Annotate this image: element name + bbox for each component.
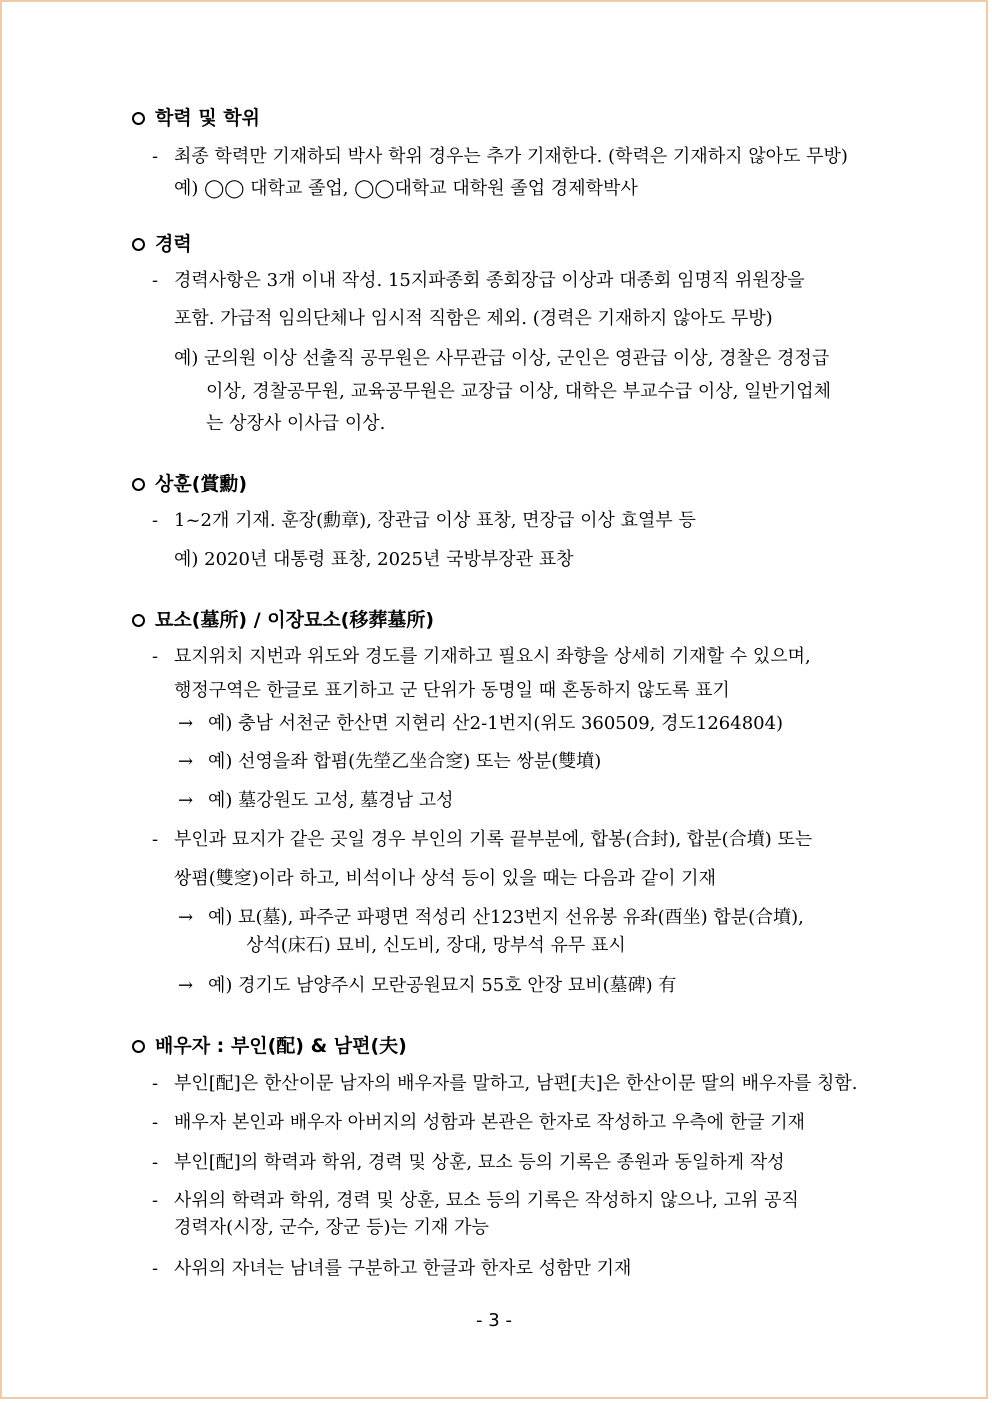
circle-bullet-icon [132,614,145,627]
circle-bullet-icon [132,238,145,251]
bullet-line [152,508,696,534]
example-line: 예) ◯◯ 대학교 졸업, ◯◯대학교 대학원 졸업 경제학박사 [174,178,638,199]
bullet-line [152,1071,857,1097]
section-heading-career [132,232,192,256]
example-line: 예) 군의원 이상 선출직 공무원은 사무관급 이상, 군인은 영관급 이상, 경찰은 경정급 [174,348,830,369]
dash-bullet: - [152,829,159,850]
bullet-line [152,144,848,170]
arrow-example-line [178,905,804,931]
line-text: 최종 학력만 기재하되 박사 학위 경우는 추가 기재한다. (학력은 기재하지 않아도 무방) [174,146,848,167]
continuation-line: 포함. 가급적 임의단체나 임시적 직함은 제외. (경력은 기재하지 않아도 무방) [174,308,773,329]
heading-text: 묘소(墓所) / 이장묘소(移葬墓所) [155,609,435,631]
circle-bullet-icon [132,1040,145,1053]
dash-bullet: - [152,1190,159,1211]
bullet-line [152,827,812,853]
section-heading-spouse [132,1034,407,1058]
line-text: 예) 경기도 남양주시 모란공원묘지 55호 안장 묘비(墓碑) 有 [208,975,677,996]
bullet-line [152,1188,799,1214]
dash-bullet: - [152,1152,159,1173]
line-text: 예) 충남 서천군 한산면 지현리 산2-1번지(위도 360509, 경도1264804) [208,713,784,734]
arrow-icon: → [178,790,194,811]
section-heading-grave [132,608,434,632]
line-text: 사위의 학력과 학위, 경력 및 상훈, 묘소 등의 기록은 작성하지 않으나, 고위 공직 [174,1190,799,1211]
bullet-line [152,644,811,670]
line-text: 예) 선영을좌 합폄(先塋乙坐合窆) 또는 쌍분(雙墳) [208,751,602,772]
arrow-icon: → [178,751,194,772]
arrow-example-line [178,973,676,999]
line-text: 묘지위치 지번과 위도와 경도를 기재하고 필요시 좌향을 상세히 기재할 수 있으며, [174,646,811,667]
continuation-line: 쌍폄(雙窆)이라 하고, 비석이나 상석 등이 있을 때는 다음과 같이 기재 [174,868,716,889]
bullet-line [152,1150,785,1176]
arrow-example-line [178,711,783,737]
line-text: 부인[配]의 학력과 학위, 경력 및 상훈, 묘소 등의 기록은 종원과 동일하게 작성 [174,1152,785,1173]
dash-bullet: - [152,1112,159,1133]
line-text: 배우자 본인과 배우자 아버지의 성함과 본관은 한자로 작성하고 우측에 한글 기재 [174,1112,806,1133]
dash-bullet: - [152,646,159,667]
bullet-line [152,268,805,294]
bullet-line [152,1110,805,1136]
example-continuation-line: 이상, 경찰공무원, 교육공무원은 교장급 이상, 대학은 부교수급 이상, 일반기업체 [206,381,832,402]
dash-bullet: - [152,270,159,291]
heading-text: 경력 [155,233,192,255]
dash-bullet: - [152,146,159,167]
line-text: 예) 墓강원도 고성, 墓경남 고성 [208,790,454,811]
continuation-line: 경력자(시장, 군수, 장군 등)는 기재 가능 [174,1217,489,1238]
line-text: 1~2개 기재. 훈장(勳章), 장관급 이상 표창, 면장급 이상 효열부 등 [174,510,696,531]
example-continuation-line: 상석(床石) 묘비, 신도비, 장대, 망부석 유무 표시 [246,935,626,956]
circle-bullet-icon [132,478,145,491]
arrow-example-line [178,788,454,814]
dash-bullet: - [152,510,159,531]
line-text: 부인과 묘지가 같은 곳일 경우 부인의 기록 끝부분에, 합봉(合封), 합분(合墳) 또는 [174,829,813,850]
arrow-icon: → [178,975,194,996]
bullet-line [152,1256,631,1282]
arrow-icon: → [178,907,194,928]
dash-bullet: - [152,1258,159,1279]
page-number: - 3 - [476,1310,512,1331]
dash-bullet: - [152,1073,159,1094]
heading-text: 상훈(賞勳) [155,473,248,495]
heading-text: 학력 및 학위 [155,107,260,129]
example-line: 예) 2020년 대통령 표창, 2025년 국방부장관 표창 [174,549,574,570]
arrow-icon: → [178,713,194,734]
circle-bullet-icon [132,112,145,125]
section-heading-education [132,106,260,130]
arrow-example-line [178,749,601,775]
line-text: 부인[配]은 한산이문 남자의 배우자를 말하고, 남편[夫]은 한산이문 딸의 배우자를 칭함. [174,1073,858,1094]
section-heading-awards [132,472,247,496]
example-continuation-line: 는 상장사 이사급 이상. [206,413,386,434]
line-text: 경력사항은 3개 이내 작성. 15지파종회 종회장급 이상과 대종회 임명직 위원장을 [174,270,805,291]
line-text: 사위의 자녀는 남녀를 구분하고 한글과 한자로 성함만 기재 [174,1258,632,1279]
continuation-line: 행정구역은 한글로 표기하고 군 단위가 동명일 때 혼동하지 않도록 표기 [174,680,730,701]
heading-text: 배우자 : 부인(配) & 남편(夫) [155,1035,407,1057]
line-text: 예) 묘(墓), 파주군 파평면 적성리 산123번지 선유봉 유좌(酉坐) 합분(合墳), [208,907,804,928]
